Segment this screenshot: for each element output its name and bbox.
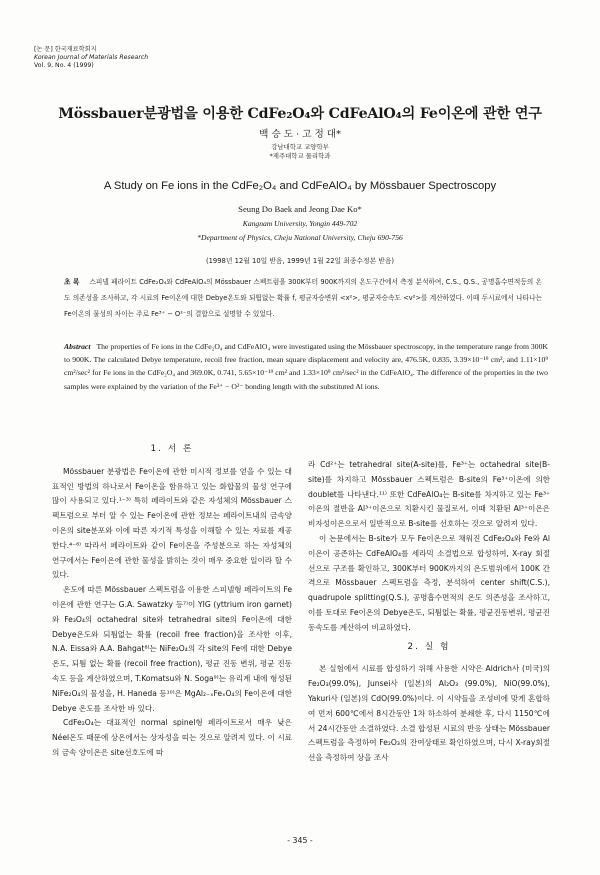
- abstract-english: [64, 340, 548, 393]
- abstract-korean-label: 초 록: [64, 278, 80, 286]
- affiliations-korean: [0, 143, 600, 161]
- authors-korean: 백 승 도 · 고 정 대*: [259, 129, 341, 140]
- authors-english: Seung Do Baek and Jeong Dae Ko*: [238, 204, 362, 214]
- affiliation-kr-2: *제주대학교 물리학과: [269, 152, 331, 160]
- received-dates: (1998년 12월 10일 받음, 1999년 1월 22일 최종수정본 받음): [205, 257, 395, 265]
- right-column: [308, 458, 550, 766]
- paragraph: 이 논문에서는 B-site가 모두 Fe이온으로 채워진 CdFe₂O₄와 Fe와 Al이온이 공존하는 CdFeAlO₄를 세라믹 소결법으로 합성하여, X-ray 회절선으로 구조를 확인하고, 300K부터 900K까지의 온도범위에서 100K 간격으로 Mössbauer 스펙트럼을 측정, 분석하여 center shift(C.S.), quadrupole splitting(Q.S.), 공명흡수면적의 온도 의존성을 조사하고, 이를 토대로 Fe이온의 Debye온도, 되튐없는 확률, 평균진동변위, 평균진동속도를 계산하여 비교하였다.: [308, 533, 550, 632]
- abstract-english-label: Abstract: [64, 342, 91, 351]
- abstract-english-text: The properties of Fe ions in the CdFe₂O₄ and CdFeAlO₄ were investigated using the Mössbauer spectroscopy, in the temperature range from 300K to 900K. The calculated Debye temperature, recoil free fraction, mean square displacement and velocity are, 476.5K, 0.835, 3.39×10⁻¹⁹ cm², and 1.11×10⁹ cm²/sec² for Fe ions in the CdFe₂O₄ and 369.0K, 0.741, 5.65×10⁻¹⁹ cm² and 1.33×10⁹ cm²/sec² in the CdFeAlO₄. The difference of the properties in the two samples were explained by the variation of the Fe³⁺ − O²⁻ bonding length with the substituted Al ions.: [64, 342, 548, 391]
- affiliations-english: [0, 217, 600, 245]
- affiliation-en-2: *Department of Physics, Cheju National University, Cheju 690-756: [197, 233, 403, 242]
- paragraph: Mössbauer 분광법은 Fe이온에 관한 미시적 정보를 얻을 수 있는 대표적인 방법의 하나로서 Fe이온을 함유하고 있는 화합물의 물성 연구에 많이 사용되고 있다.¹⁻³⁾ 특히 페라이트와 같은 자성체의 Mössbauer 스펙트럼으로 부터 알 수 있는 Fe이온에 관한 정보는 페라이트내의 금속양이온의 site분포와 이에 따른 자기적 특성을 이해할 수 있는 자료를 제공한다.⁴⁻⁶⁾ 따라서 페라이트와 같이 Fe이온을 주성분으로 하는 자성체의 연구에서는 Fe이온에 관한 물성을 밝히는 것이 매우 중요한 일이라 할 수 있다.: [52, 466, 292, 580]
- paragraph: CdFe₂O₄는 대표적인 normal spinel형 페라이트로서 매우 낮은 Néel온도 때문에 상온에서는 상자성을 띠는 것으로 알려져 있다. 이 시료의 금속 양이온은 site선호도에 따: [52, 718, 292, 757]
- affiliation-en-1: Kangnam University, Yongin 449-702: [242, 219, 358, 228]
- affiliation-kr-1: 강남대학교 교양학부: [271, 143, 329, 151]
- section-heading-experiment: 2. 실 험: [407, 641, 451, 652]
- abstract-korean: [64, 274, 542, 322]
- journal-header: [34, 46, 148, 70]
- title-english: A Study on Fe ions in the CdFe₂O₄ and CdFeAlO₄ by Mössbauer Spectroscopy: [103, 180, 497, 192]
- title-korean: Mössbauer분광법을 이용한 CdFe₂O₄와 CdFeAlO₄의 Fe이온에 관한 연구: [58, 106, 542, 122]
- page-number: - 345 -: [287, 836, 313, 845]
- paragraph: 본 실험에서 시료를 합성하기 위해 사용한 시약은 Aldrich사 (미국)의 Fe₂O₃(99.0%), Junsei사 (일본)의 Al₂O₃ (99.0%), NiO(99.0%), Yakuri사 (일본)의 CdO(99.0%)이다. 이 시약들을 조성비에 맞게 혼합하여 먼저 600℃에서 8시간동안 1차 하소하여 분쇄한 후, 다시 1150℃에서 24시간동안 소결하였다. 소결 합성된 시료의 반응 상태는 Mössbauer스펙트럼을 측정하여 Fe₂O₃의 잔여상태로 확인하였으며, 다시 X-ray회절선을 측정하여 상을 조사: [308, 664, 550, 763]
- abstract-korean-text: 스피넬 페라이트 CdFe₂O₄와 CdFeAlO₄의 Mössbauer 스펙트럼을 300K부터 900K까지의 온도구간에서 측정 분석하여, C.S., Q.S., 공명흡수면적등의 온도 의존성을 조사하고, 각 시료의 Fe이온에 대한 Debye온도와 되튐없는 확률 f, 평균자승변위 <x²>, 평균자승속도 <v²>를 계산하였다. 이때 두시료에서 나타나는 Fe이온의 물성의 차이는 주로 Fe³⁺ − O²⁻의 결합으로 설명할 수 있었다.: [64, 278, 543, 318]
- paragraph: 라 Cd²⁺는 tetrahedral site(A-site)를, Fe³⁺는 octahedral site(B-site)를 차지하고 Mössbauer 스펙트럼은 B-site의 Fe³⁺이온에 의한 doublet를 나타낸다.¹¹⁾ 또한 CdFeAlO₄는 B-site를 차지하고 있는 Fe³⁺이온의 절반을 Al³⁺이온으로 치환시킨 물질로서, 이때 치환된 Al³⁺이온은 비자성이온으로서 일반적으로 B-site를 선호하는 것으로 알려져 있다.: [308, 460, 550, 529]
- paragraph: 온도에 따른 Mössbauer 스펙트럼을 이용한 스피넬형 페라이트의 Fe이온에 관한 연구는 G.A. Sawatzky 등⁷⁾이 YIG (yttrium iron garnet)와 Fe₃O₄의 octahedral site와 tetrahedral site의 Fe이온에 대한 Debye온도와 되튐없는 확률 (recoil free fraction)을 조사한 이후, N.A. Eissa와 A.A. Bahgat⁸⁾는 NiFe₂O₄의 각 site의 Fe에 대한 Debye 온도, 되튐 없는 확률 (recoil free fraction), 평균 진동 변위, 평균 진동 속도 등을 계산하였으며, T.Komatsu와 N. Soga⁹⁾는 유리계 내에 형성된 NiFe₂O₄의 물성을, H. Haneda 등¹⁰⁾은 MgAl₂₋ₓFeₓO₄의 Fe이온에 대한 Debye 온도를 조사한 바 있다.: [52, 585, 292, 713]
- left-column: [52, 444, 292, 761]
- journal-header-line2: Korean Journal of Materials Research: [34, 54, 149, 61]
- journal-header-line1: [논 문] 한국재료학회지: [34, 46, 97, 53]
- section-heading-introduction: 1. 서 론: [150, 444, 194, 454]
- journal-header-line3: Vol. 9, No. 4 (1999): [34, 62, 94, 69]
